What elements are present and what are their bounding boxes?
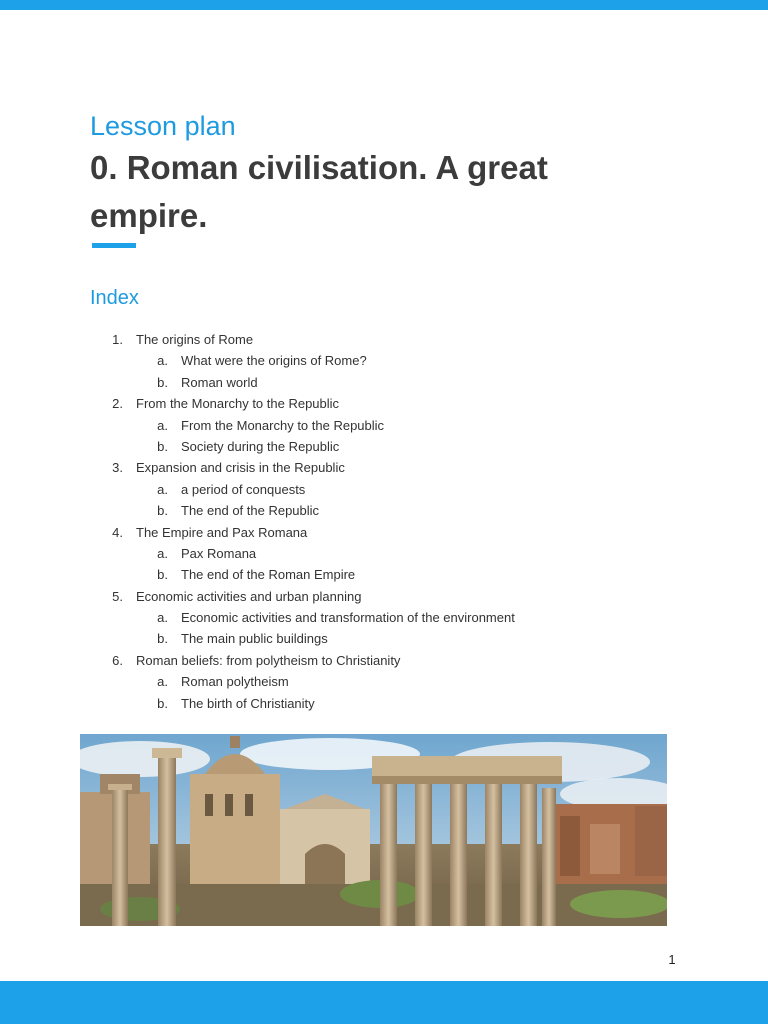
subsection-letter: a.	[157, 353, 168, 369]
top-accent-bar	[0, 0, 768, 10]
subsection-letter: b.	[157, 503, 168, 519]
section-number: 5.	[112, 588, 123, 604]
subsection-title: The main public buildings	[181, 631, 328, 647]
subsection-letter: b.	[157, 695, 168, 711]
index-section	[0, 522, 768, 543]
subsection-letter: a.	[157, 481, 168, 497]
bottom-accent-bar	[0, 981, 768, 1024]
index-subsection	[0, 372, 768, 393]
section-title: Expansion and crisis in the Republic	[136, 460, 345, 476]
index-section	[0, 393, 768, 414]
index-section	[0, 329, 768, 350]
index-subsection	[0, 564, 768, 585]
subsection-title: Roman polytheism	[181, 674, 289, 690]
subsection-title: Roman world	[181, 374, 258, 390]
subsection-letter: b.	[157, 438, 168, 454]
index-heading: Index	[90, 287, 139, 309]
section-number: 3.	[112, 460, 123, 476]
index-section	[0, 586, 768, 607]
section-number: 6.	[112, 652, 123, 668]
page-number: 1	[668, 952, 676, 967]
index-subsection	[0, 350, 768, 371]
section-number: 2.	[112, 396, 123, 412]
roman-forum-photo	[80, 734, 667, 926]
page-title: 0. Roman civilisation. A great empire.	[90, 149, 548, 234]
subsection-letter: a.	[157, 674, 168, 690]
index-subsection	[0, 543, 768, 564]
subsection-letter: a.	[157, 417, 168, 433]
subsection-title: The end of the Republic	[181, 503, 320, 519]
subsection-letter: a.	[157, 545, 168, 561]
subsection-title: From the Monarchy to the Republic	[181, 417, 385, 433]
subsection-letter: b.	[157, 374, 168, 390]
subsection-letter: b.	[157, 631, 168, 647]
index-subsection	[0, 607, 768, 628]
section-title: From the Monarchy to the Republic	[136, 396, 340, 412]
section-title: Roman beliefs: from polytheism to Christianity	[136, 652, 401, 668]
lesson-plan-label: Lesson plan	[90, 111, 236, 141]
subsection-letter: a.	[157, 610, 168, 626]
index-subsection	[0, 436, 768, 457]
section-title: The origins of Rome	[136, 332, 254, 347]
section-number: 4.	[112, 524, 123, 540]
index-subsection	[0, 415, 768, 436]
subsection-title: Economic activities and transformation of the environment	[181, 610, 515, 626]
title-underline	[92, 243, 136, 248]
index-subsection	[0, 671, 768, 692]
subsection-title: Society during the Republic	[181, 438, 340, 454]
table-of-contents	[0, 329, 768, 714]
index-section	[0, 457, 768, 478]
index-section	[0, 650, 768, 671]
subsection-title: The end of the Roman Empire	[181, 567, 356, 583]
section-number: 1.	[112, 332, 123, 347]
index-subsection	[0, 500, 768, 521]
section-title: Economic activities and urban planning	[136, 588, 362, 604]
section-title: The Empire and Pax Romana	[136, 524, 308, 540]
index-subsection	[0, 628, 768, 649]
subsection-title: What were the origins of Rome?	[181, 353, 367, 369]
subsection-letter: b.	[157, 567, 168, 583]
subsection-title: a period of conquests	[181, 481, 306, 497]
index-subsection	[0, 479, 768, 500]
subsection-title: Pax Romana	[181, 545, 257, 561]
index-subsection	[0, 693, 768, 714]
subsection-title: The birth of Christianity	[181, 695, 315, 711]
